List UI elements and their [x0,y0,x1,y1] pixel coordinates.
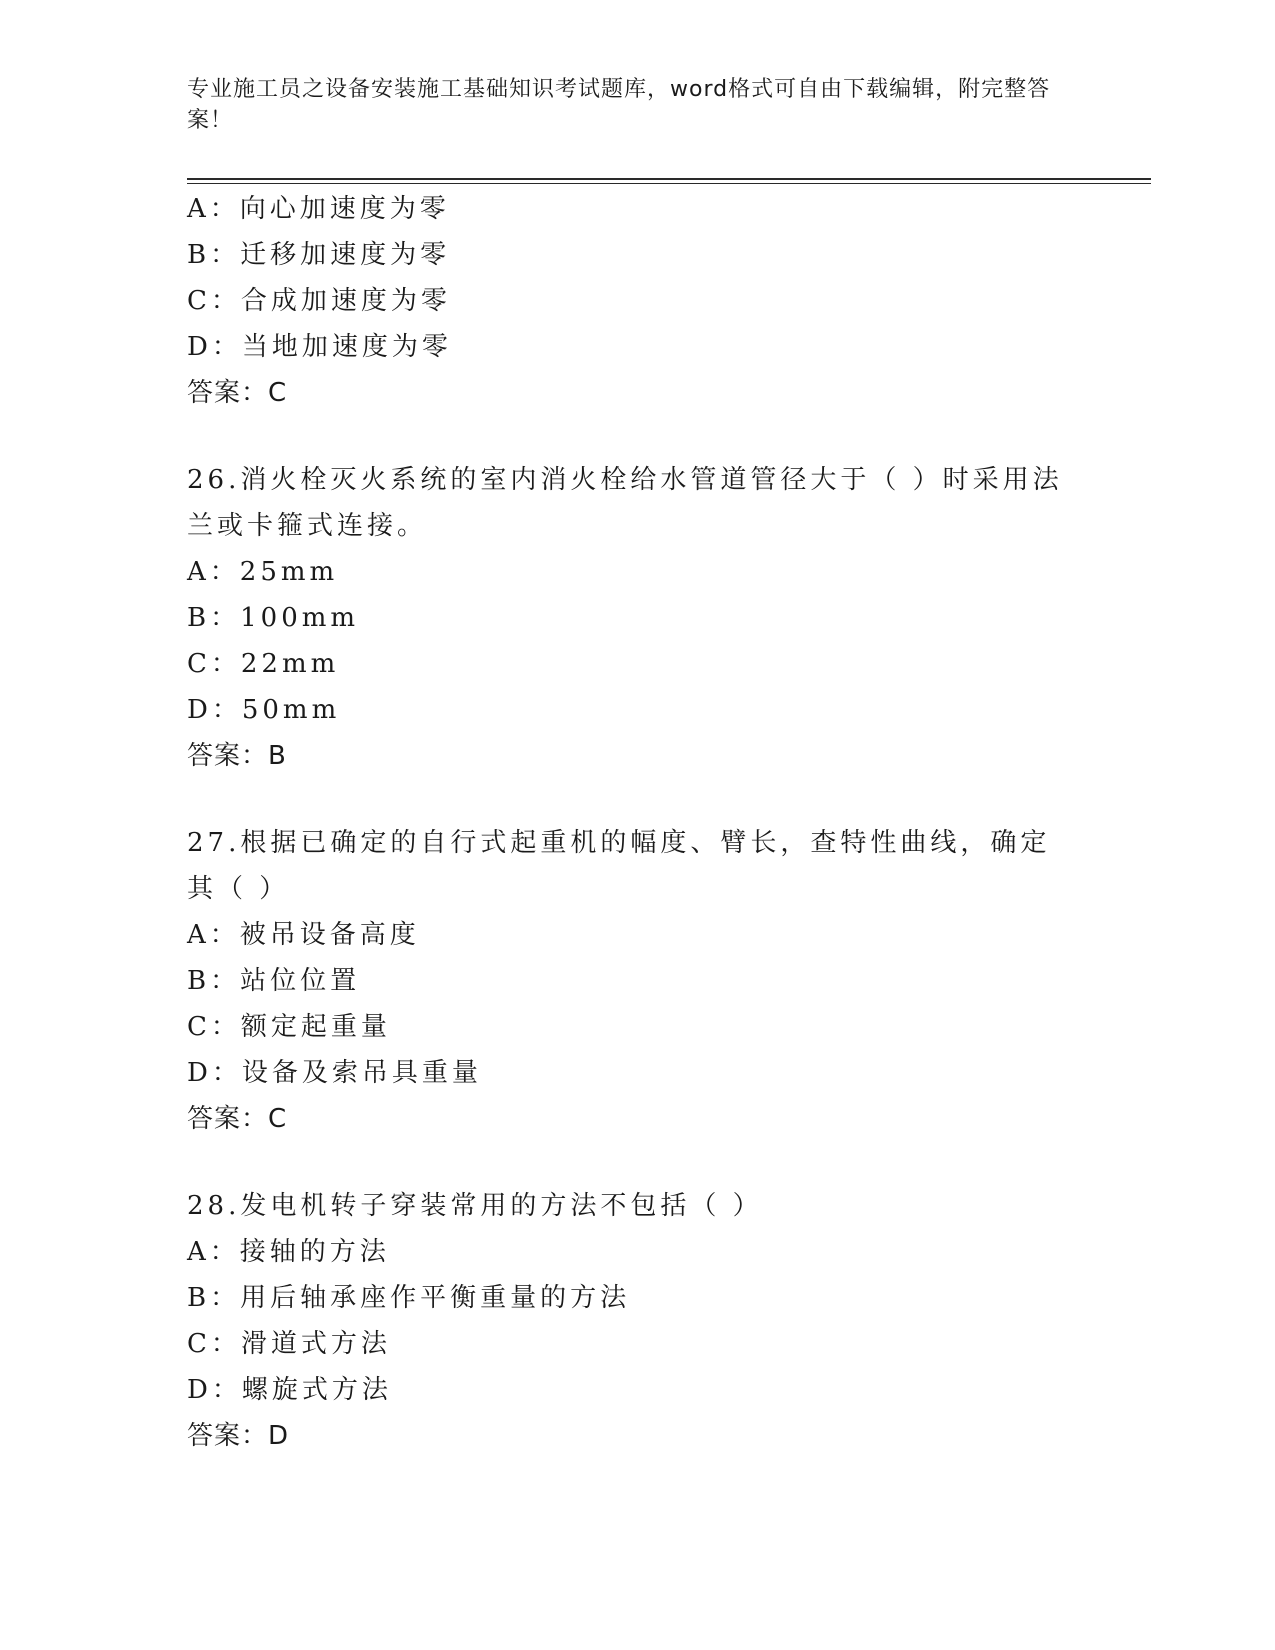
header-divider-thick [187,178,1151,180]
option-b: B：站位位置 [187,966,361,996]
option-c: C：额定起重量 [187,1012,391,1042]
option-c: C：滑道式方法 [187,1329,391,1359]
header-divider-thin [187,183,1151,184]
option-d: D：设备及索吊具重量 [187,1058,482,1088]
option-d: D：当地加速度为零 [187,332,452,362]
option-a: A：向心加速度为零 [187,194,450,224]
question-text: 26.消火栓灭火系统的室内消火栓给水管道管径大于（ ）时采用法兰或卡箍式连接。 [187,465,1063,541]
option-b: B：迁移加速度为零 [187,240,451,270]
answer-line: 答案：D [187,1421,290,1451]
option-a: A：25mm [187,557,339,587]
option-d: D：螺旋式方法 [187,1375,392,1405]
question-block-27 [187,820,1087,1142]
question-list [187,186,1087,1459]
option-c: C：合成加速度为零 [187,286,451,316]
option-d: D：50mm [187,695,341,725]
option-c: C：22mm [187,649,340,679]
question-block-26 [187,457,1087,779]
option-a: A：被吊设备高度 [187,920,420,950]
question-text: 27.根据已确定的自行式起重机的幅度、臂长，查特性曲线，确定其（ ） [187,828,1051,904]
question-text: 28.发电机转子穿装常用的方法不包括（ ） [187,1191,763,1221]
option-b: B：100mm [187,603,360,633]
question-block-28 [187,1183,1087,1459]
option-b: B：用后轴承座作平衡重量的方法 [187,1283,631,1313]
answer-line: 答案：C [187,378,288,408]
option-a: A：接轴的方法 [187,1237,390,1267]
answer-line: 答案：B [187,741,287,771]
document-header: 专业施工员之设备安装施工基础知识考试题库，word格式可自由下载编辑，附完整答案！ [187,77,1051,133]
answer-line: 答案：C [187,1104,288,1134]
question-block-25 [187,186,1087,416]
